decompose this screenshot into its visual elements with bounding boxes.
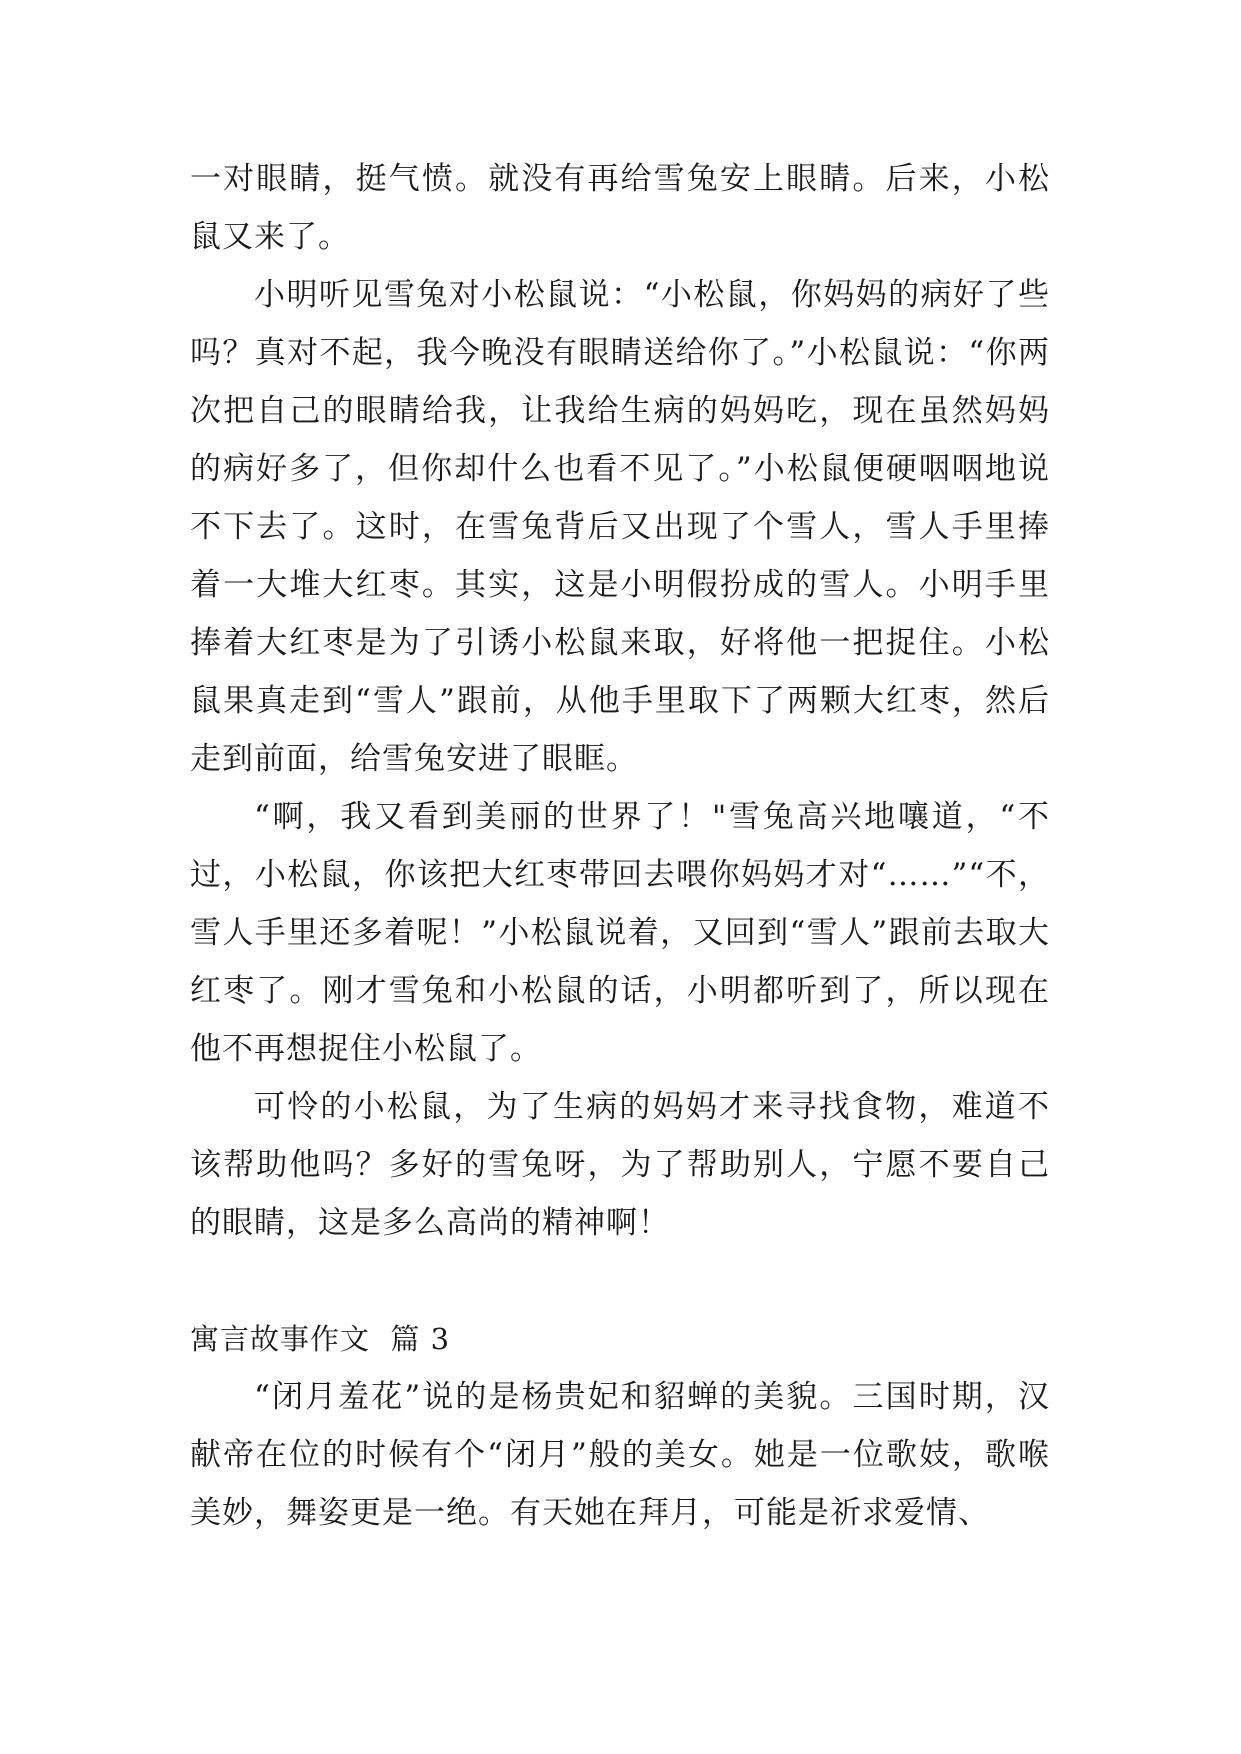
paragraph-3: “啊，我又看到美丽的世界了！"雪兔高兴地嚷道，“不过，小松鼠，你该把大红枣带回去喂你妈妈才对“……”“不，雪人手里还多着呢！”小松鼠说着，又回到“雪人”跟前去取大红枣了。刚才雪兔和小松鼠的话，小明都听到了，所以现在他不再想捉住小松鼠了。: [190, 799, 1050, 1067]
document-body: [190, 150, 1050, 1542]
paragraph-4: 可怜的小松鼠，为了生病的妈妈才来寻找食物，难道不该帮助他吗？多好的雪兔呀，为了帮助别人，宁愿不要自己的眼睛，这是多么高尚的精神啊！: [190, 1089, 1050, 1241]
paragraph-1: 一对眼睛，挺气愤。就没有再给雪兔安上眼睛。后来，小松鼠又来了。: [190, 161, 1050, 255]
section-heading: 寓言故事作文 篇 3: [190, 1322, 451, 1356]
paragraph-2: 小明听见雪兔对小松鼠说：“小松鼠，你妈妈的病好了些吗？真对不起，我今晚没有眼睛送给你了。”小松鼠说：“你两次把自己的眼睛给我，让我给生病的妈妈吃，现在虽然妈妈的病好多了，但你却什么也看不见了。”小松鼠便硬咽咽地说不下去了。这时，在雪兔背后又出现了个雪人，雪人手里捧着一大堆大红枣。其实，这是小明假扮成的雪人。小明手里捧着大红枣是为了引诱小松鼠来取，好将他一把捉住。小松鼠果真走到“雪人”跟前，从他手里取下了两颗大红枣，然后走到前面，给雪兔安进了眼眶。: [190, 277, 1050, 777]
paragraph-5: “闭月羞花”说的是杨贵妃和貂蝉的美貌。三国时期，汉献帝在位的时候有个“闭月”般的美女。她是一位歌妓，歌喉美妙，舞姿更是一绝。有天她在拜月，可能是祈求爱情、: [190, 1379, 1050, 1531]
